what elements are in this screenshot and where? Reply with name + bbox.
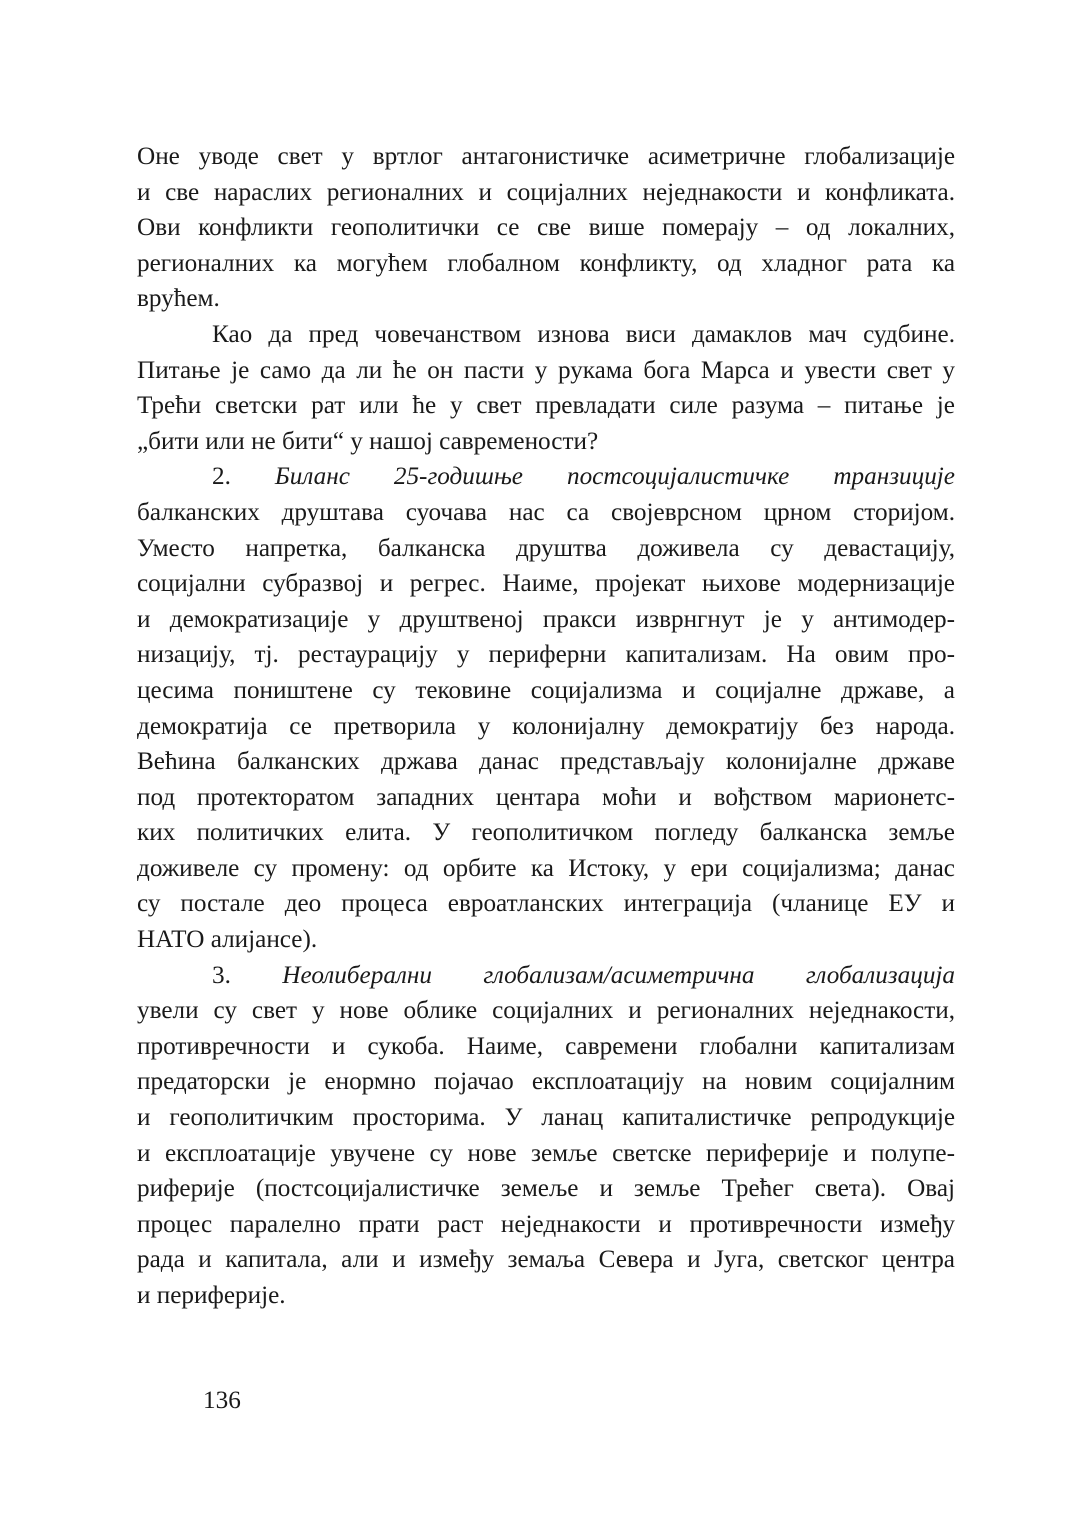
text-line: низацију, тј. рестаурацију у периферни капитализам. На овим про- bbox=[137, 641, 955, 669]
text-line: балканских друштава суочава нас са својеврсном црном сторијом. bbox=[137, 498, 955, 526]
text-line: Трећи светски рат или ће у свет превладати силе разума – питање је bbox=[137, 392, 955, 420]
text-line: рада и капитала, али и између земаља Севера и Југа, светског центра bbox=[137, 1246, 955, 1274]
text-line: НАТО алијансе). bbox=[137, 926, 318, 954]
text-line: Оне уводе свет у вртлог антагонистичке асиметричне глобализације bbox=[137, 143, 955, 170]
text-line: увели су свет у нове облике социјалних и регионалних неједнакости, bbox=[137, 997, 955, 1025]
section-heading-line bbox=[137, 958, 955, 994]
text-line: риферије (постсоцијалистичке земеље и земље Трећег света). Овај bbox=[137, 1175, 955, 1203]
text-line: и геополитичким просторима. У ланац капиталистичке репродукције bbox=[137, 1104, 955, 1132]
text-line: предаторски је енормно појачао експлоатацију на новим социјалним bbox=[137, 1068, 955, 1096]
text-line: доживеле су промену: од орбите ка Истоку, у ери социјализма; данас bbox=[137, 854, 955, 882]
text-line: и експлоатације увучене су нове земље светске периферије и полупе- bbox=[137, 1139, 955, 1167]
section-title: Биланс 25-годишње постсоцијалистичке транзиције bbox=[274, 463, 955, 491]
text-line: и периферије. bbox=[137, 1282, 286, 1309]
text-line: врућем. bbox=[137, 285, 220, 313]
text-line: социјални субразвој и регрес. Наиме, пројекат њихове модернизације bbox=[137, 570, 955, 598]
section-number: 3. bbox=[212, 961, 283, 989]
text-line: ких политичких елита. У геополитичком погледу балканска земље bbox=[137, 819, 955, 847]
page-number: 136 bbox=[203, 1387, 241, 1414]
text-line: регионалних ка могућем глобалном конфликту, од хладног рата ка bbox=[137, 249, 955, 277]
text-line: и све нараслих регионалних и социјалних неједнакости и конфликата. bbox=[137, 178, 955, 206]
text-line: процес паралелно прати раст неједнакости и противречности између bbox=[137, 1210, 955, 1238]
section-title: Неолиберални глобализам/асиметрична глобализација bbox=[282, 961, 956, 989]
text-line: демократија се претворила у колонијалну демократију без народа. bbox=[137, 712, 955, 740]
text-line: Уместо напретка, балканска друштва доживела су девастацију, bbox=[137, 534, 955, 562]
page-body bbox=[137, 139, 955, 1314]
text-line: цесима поништене су тековине социјализма и социјалне државе, а bbox=[137, 676, 955, 704]
text-line: Као да пред човечанством изнова виси дамаклов мач судбине. bbox=[212, 320, 955, 348]
text-line: под протекторатом западних центара моћи и вођством марионетс- bbox=[137, 783, 955, 811]
text-line: и демократизације у друштвеној пракси изврнгнут је у антимодер- bbox=[137, 605, 955, 633]
section-number: 2. bbox=[212, 463, 275, 491]
text-line: „бити или не бити“ у нашој савремености? bbox=[137, 427, 599, 455]
section-heading-line bbox=[137, 459, 955, 495]
text-line: су постале део процеса евроатланских интеграција (чланице ЕУ и bbox=[137, 890, 955, 918]
text-line: Ови конфликти геополитички се све више померају – од локалних, bbox=[137, 214, 955, 242]
text-line: Већина балканских држава данас представљају колонијалне државе bbox=[137, 748, 955, 776]
text-line: Питање је само да ли ће он пасти у рукама бога Марса и увести свет у bbox=[137, 356, 955, 384]
text-line: противречности и сукоба. Наиме, савремени глобални капитализам bbox=[137, 1032, 955, 1060]
